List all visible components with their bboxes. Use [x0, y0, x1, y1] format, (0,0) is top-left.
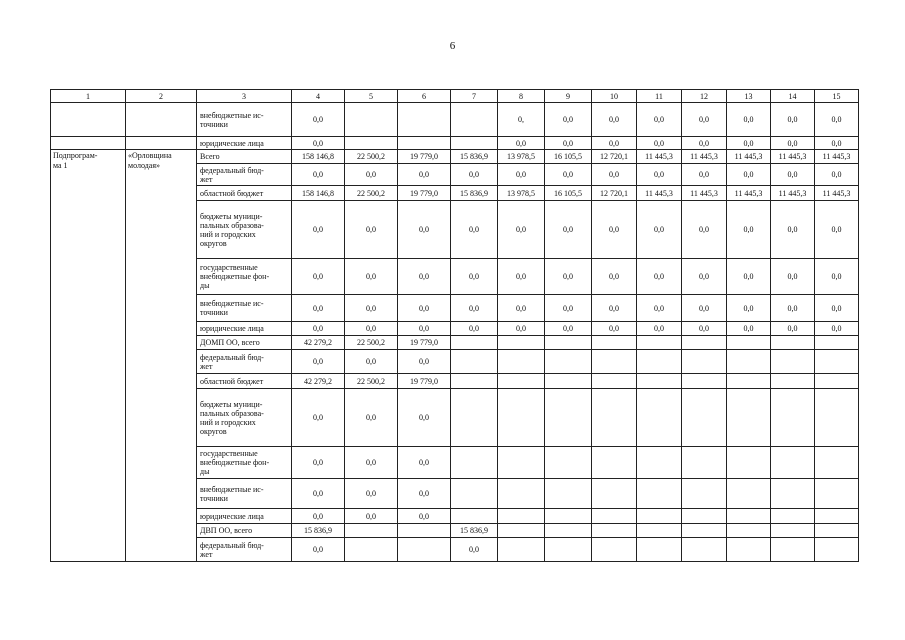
value-cell — [727, 538, 771, 562]
value-cell — [451, 350, 498, 374]
value-cell: 0,0 — [637, 259, 682, 295]
value-cell: 0,0 — [815, 103, 859, 137]
value-cell — [682, 389, 727, 447]
column-header: 12 — [682, 90, 727, 103]
value-cell — [545, 509, 592, 524]
value-cell: 0,0 — [545, 103, 592, 137]
column-header: 8 — [498, 90, 545, 103]
value-cell: 0,0 — [398, 295, 451, 322]
value-cell: 16 105,5 — [545, 186, 592, 201]
value-cell — [637, 336, 682, 350]
value-cell: 0,0 — [682, 295, 727, 322]
value-cell — [592, 336, 637, 350]
value-cell — [815, 479, 859, 509]
value-cell: 0,0 — [345, 479, 398, 509]
value-cell: 0,0 — [398, 447, 451, 479]
value-cell: 0,0 — [292, 447, 345, 479]
value-cell: 0,0 — [682, 164, 727, 186]
value-cell: 0,0 — [292, 538, 345, 562]
column-header: 2 — [126, 90, 197, 103]
value-cell — [498, 336, 545, 350]
value-cell — [771, 538, 815, 562]
value-cell: 0,0 — [682, 137, 727, 150]
value-cell — [727, 350, 771, 374]
value-cell — [451, 479, 498, 509]
funding-source: государственные внебюджетные фон- ды — [197, 447, 292, 479]
value-cell: 11 445,3 — [727, 186, 771, 201]
value-cell — [592, 538, 637, 562]
value-cell — [592, 524, 637, 538]
value-cell — [637, 350, 682, 374]
value-cell — [637, 538, 682, 562]
empty-cell — [51, 137, 126, 150]
value-cell: 0,0 — [545, 137, 592, 150]
value-cell — [451, 374, 498, 389]
value-cell — [592, 447, 637, 479]
value-cell: 0,0 — [637, 201, 682, 259]
value-cell: 0,0 — [815, 259, 859, 295]
value-cell: 0,0 — [498, 164, 545, 186]
value-cell: 0,0 — [592, 137, 637, 150]
value-cell: 0,0 — [815, 322, 859, 336]
funding-source: Всего — [197, 150, 292, 164]
value-cell: 0,0 — [545, 201, 592, 259]
value-cell — [345, 524, 398, 538]
funding-source: внебюджетные ис- точники — [197, 479, 292, 509]
funding-source: ДОМП ОО, всего — [197, 336, 292, 350]
budget-table — [50, 89, 859, 562]
value-cell — [682, 479, 727, 509]
value-cell: 0,0 — [592, 259, 637, 295]
value-cell — [682, 509, 727, 524]
value-cell: 42 279,2 — [292, 336, 345, 350]
value-cell: 19 779,0 — [398, 186, 451, 201]
value-cell — [727, 374, 771, 389]
column-header: 6 — [398, 90, 451, 103]
value-cell — [451, 103, 498, 137]
value-cell: 0,0 — [771, 322, 815, 336]
value-cell: 0,0 — [451, 295, 498, 322]
value-cell — [727, 389, 771, 447]
value-cell: 0,0 — [637, 164, 682, 186]
value-cell — [815, 447, 859, 479]
value-cell: 11 445,3 — [771, 150, 815, 164]
value-cell: 0,0 — [545, 295, 592, 322]
value-cell: 0,0 — [292, 350, 345, 374]
value-cell: 11 445,3 — [815, 150, 859, 164]
table-row — [51, 137, 859, 150]
value-cell — [545, 524, 592, 538]
value-cell: 0,0 — [771, 201, 815, 259]
value-cell — [545, 538, 592, 562]
value-cell — [451, 509, 498, 524]
value-cell — [727, 336, 771, 350]
value-cell — [398, 103, 451, 137]
value-cell: 15 836,9 — [292, 524, 345, 538]
value-cell — [498, 538, 545, 562]
column-header: 14 — [771, 90, 815, 103]
value-cell — [682, 538, 727, 562]
value-cell — [345, 538, 398, 562]
funding-source: ДВП ОО, всего — [197, 524, 292, 538]
value-cell — [637, 479, 682, 509]
value-cell: 0,0 — [637, 295, 682, 322]
value-cell: 22 500,2 — [345, 150, 398, 164]
value-cell: 0,0 — [292, 201, 345, 259]
column-header: 9 — [545, 90, 592, 103]
value-cell: 0,0 — [727, 201, 771, 259]
value-cell: 0,0 — [345, 295, 398, 322]
value-cell: 13 978,5 — [498, 150, 545, 164]
value-cell — [545, 336, 592, 350]
column-header: 11 — [637, 90, 682, 103]
value-cell — [498, 389, 545, 447]
value-cell: 0,0 — [451, 538, 498, 562]
value-cell: 0,0 — [398, 164, 451, 186]
value-cell — [771, 389, 815, 447]
value-cell — [545, 374, 592, 389]
value-cell: 0,0 — [451, 259, 498, 295]
value-cell — [451, 336, 498, 350]
funding-source: областной бюджет — [197, 374, 292, 389]
funding-source: юридические лица — [197, 137, 292, 150]
value-cell — [545, 350, 592, 374]
value-cell: 0,0 — [682, 103, 727, 137]
value-cell — [592, 374, 637, 389]
value-cell — [637, 389, 682, 447]
value-cell — [682, 524, 727, 538]
value-cell — [815, 524, 859, 538]
value-cell — [498, 509, 545, 524]
value-cell — [771, 374, 815, 389]
value-cell: 0,0 — [592, 201, 637, 259]
value-cell: 15 836,9 — [451, 524, 498, 538]
value-cell: 0,0 — [498, 322, 545, 336]
value-cell — [727, 509, 771, 524]
value-cell: 11 445,3 — [682, 150, 727, 164]
budget-table-body — [51, 90, 859, 562]
value-cell — [682, 447, 727, 479]
column-header: 7 — [451, 90, 498, 103]
value-cell — [545, 389, 592, 447]
empty-cell — [51, 103, 126, 137]
value-cell — [345, 137, 398, 150]
value-cell: 0,0 — [345, 447, 398, 479]
value-cell: 0,0 — [292, 389, 345, 447]
subprogram-label: Подпрограм- ма 1 — [51, 150, 126, 562]
value-cell: 0,0 — [398, 389, 451, 447]
column-header: 3 — [197, 90, 292, 103]
value-cell: 0,0 — [637, 137, 682, 150]
funding-source: государственные внебюджетные фон- ды — [197, 259, 292, 295]
value-cell: 0,0 — [727, 322, 771, 336]
value-cell — [592, 479, 637, 509]
value-cell: 0, — [498, 103, 545, 137]
value-cell — [815, 374, 859, 389]
funding-source: внебюджетные ис- точники — [197, 103, 292, 137]
value-cell: 0,0 — [451, 322, 498, 336]
column-header: 1 — [51, 90, 126, 103]
value-cell — [815, 350, 859, 374]
value-cell: 0,0 — [771, 137, 815, 150]
value-cell — [637, 509, 682, 524]
empty-cell — [126, 103, 197, 137]
value-cell: 0,0 — [398, 350, 451, 374]
value-cell: 22 500,2 — [345, 186, 398, 201]
value-cell — [498, 447, 545, 479]
value-cell — [727, 479, 771, 509]
funding-source: федеральный бюд- жет — [197, 350, 292, 374]
table-row — [51, 150, 859, 164]
value-cell: 0,0 — [345, 509, 398, 524]
value-cell — [727, 524, 771, 538]
table-row — [51, 103, 859, 137]
value-cell — [545, 479, 592, 509]
value-cell: 0,0 — [292, 509, 345, 524]
column-header: 4 — [292, 90, 345, 103]
funding-source: федеральный бюд- жет — [197, 538, 292, 562]
value-cell — [498, 350, 545, 374]
value-cell — [345, 103, 398, 137]
value-cell: 0,0 — [345, 259, 398, 295]
value-cell: 0,0 — [498, 295, 545, 322]
value-cell — [682, 350, 727, 374]
value-cell: 15 836,9 — [451, 150, 498, 164]
value-cell — [545, 447, 592, 479]
funding-source: бюджеты муници- пальных образова- ний и городских округов — [197, 389, 292, 447]
column-header: 5 — [345, 90, 398, 103]
value-cell — [771, 509, 815, 524]
value-cell: 0,0 — [727, 137, 771, 150]
value-cell: 19 779,0 — [398, 150, 451, 164]
value-cell: 0,0 — [498, 201, 545, 259]
value-cell: 0,0 — [592, 322, 637, 336]
value-cell: 0,0 — [345, 201, 398, 259]
value-cell — [815, 538, 859, 562]
value-cell: 0,0 — [292, 259, 345, 295]
value-cell: 11 445,3 — [682, 186, 727, 201]
funding-source: бюджеты муници- пальных образова- ний и городских округов — [197, 201, 292, 259]
funding-source: внебюджетные ис- точники — [197, 295, 292, 322]
value-cell: 0,0 — [451, 201, 498, 259]
value-cell: 0,0 — [345, 164, 398, 186]
value-cell: 0,0 — [682, 259, 727, 295]
value-cell — [637, 374, 682, 389]
value-cell: 0,0 — [592, 295, 637, 322]
value-cell: 0,0 — [545, 164, 592, 186]
value-cell: 158 146,8 — [292, 186, 345, 201]
value-cell: 0,0 — [727, 103, 771, 137]
value-cell — [815, 389, 859, 447]
value-cell: 0,0 — [815, 137, 859, 150]
value-cell — [498, 479, 545, 509]
value-cell: 0,0 — [545, 259, 592, 295]
value-cell: 0,0 — [398, 509, 451, 524]
value-cell: 0,0 — [815, 164, 859, 186]
value-cell: 11 445,3 — [815, 186, 859, 201]
value-cell: 0,0 — [345, 322, 398, 336]
funding-source: юридические лица — [197, 509, 292, 524]
value-cell — [771, 350, 815, 374]
value-cell: 0,0 — [292, 103, 345, 137]
value-cell — [592, 389, 637, 447]
subprogram-name: «Орловщина молодая» — [126, 150, 197, 562]
value-cell — [398, 524, 451, 538]
value-cell: 16 105,5 — [545, 150, 592, 164]
value-cell — [498, 524, 545, 538]
value-cell: 0,0 — [498, 259, 545, 295]
value-cell: 11 445,3 — [637, 186, 682, 201]
value-cell: 0,0 — [682, 322, 727, 336]
funding-source: федеральный бюд- жет — [197, 164, 292, 186]
value-cell: 0,0 — [398, 479, 451, 509]
value-cell: 0,0 — [771, 259, 815, 295]
value-cell: 0,0 — [292, 322, 345, 336]
value-cell — [592, 509, 637, 524]
value-cell: 11 445,3 — [771, 186, 815, 201]
value-cell — [498, 374, 545, 389]
value-cell — [815, 336, 859, 350]
value-cell: 0,0 — [771, 295, 815, 322]
value-cell — [727, 447, 771, 479]
value-cell: 0,0 — [398, 259, 451, 295]
value-cell: 0,0 — [398, 322, 451, 336]
column-header: 15 — [815, 90, 859, 103]
value-cell — [771, 479, 815, 509]
value-cell: 0,0 — [771, 164, 815, 186]
column-header: 13 — [727, 90, 771, 103]
value-cell — [682, 374, 727, 389]
value-cell: 0,0 — [292, 479, 345, 509]
page-number: 6 — [449, 40, 456, 52]
value-cell: 13 978,5 — [498, 186, 545, 201]
value-cell: 42 279,2 — [292, 374, 345, 389]
value-cell: 15 836,9 — [451, 186, 498, 201]
value-cell — [398, 137, 451, 150]
value-cell: 12 720,1 — [592, 186, 637, 201]
value-cell: 0,0 — [451, 164, 498, 186]
value-cell: 0,0 — [771, 103, 815, 137]
value-cell: 0,0 — [815, 295, 859, 322]
value-cell: 0,0 — [815, 201, 859, 259]
table-header-row — [51, 90, 859, 103]
value-cell: 0,0 — [545, 322, 592, 336]
value-cell: 0,0 — [345, 350, 398, 374]
value-cell — [637, 524, 682, 538]
value-cell: 11 445,3 — [637, 150, 682, 164]
value-cell: 0,0 — [637, 103, 682, 137]
value-cell: 158 146,8 — [292, 150, 345, 164]
value-cell: 22 500,2 — [345, 336, 398, 350]
value-cell: 0,0 — [292, 295, 345, 322]
value-cell: 0,0 — [292, 164, 345, 186]
value-cell — [451, 447, 498, 479]
value-cell: 0,0 — [727, 259, 771, 295]
value-cell — [771, 336, 815, 350]
column-header: 10 — [592, 90, 637, 103]
funding-source: областной бюджет — [197, 186, 292, 201]
value-cell — [398, 538, 451, 562]
value-cell: 0,0 — [345, 389, 398, 447]
value-cell: 0,0 — [727, 164, 771, 186]
empty-cell — [126, 137, 197, 150]
value-cell — [637, 447, 682, 479]
value-cell: 0,0 — [398, 201, 451, 259]
value-cell — [771, 524, 815, 538]
value-cell — [592, 350, 637, 374]
value-cell: 12 720,1 — [592, 150, 637, 164]
value-cell — [451, 137, 498, 150]
value-cell — [815, 509, 859, 524]
value-cell: 0,0 — [682, 201, 727, 259]
value-cell: 0,0 — [727, 295, 771, 322]
value-cell — [771, 447, 815, 479]
value-cell: 22 500,2 — [345, 374, 398, 389]
funding-source: юридические лица — [197, 322, 292, 336]
value-cell — [682, 336, 727, 350]
value-cell: 11 445,3 — [727, 150, 771, 164]
value-cell: 0,0 — [292, 137, 345, 150]
value-cell: 19 779,0 — [398, 374, 451, 389]
value-cell: 19 779,0 — [398, 336, 451, 350]
value-cell: 0,0 — [592, 164, 637, 186]
value-cell: 0,0 — [592, 103, 637, 137]
value-cell — [451, 389, 498, 447]
value-cell: 0,0 — [498, 137, 545, 150]
value-cell: 0,0 — [637, 322, 682, 336]
